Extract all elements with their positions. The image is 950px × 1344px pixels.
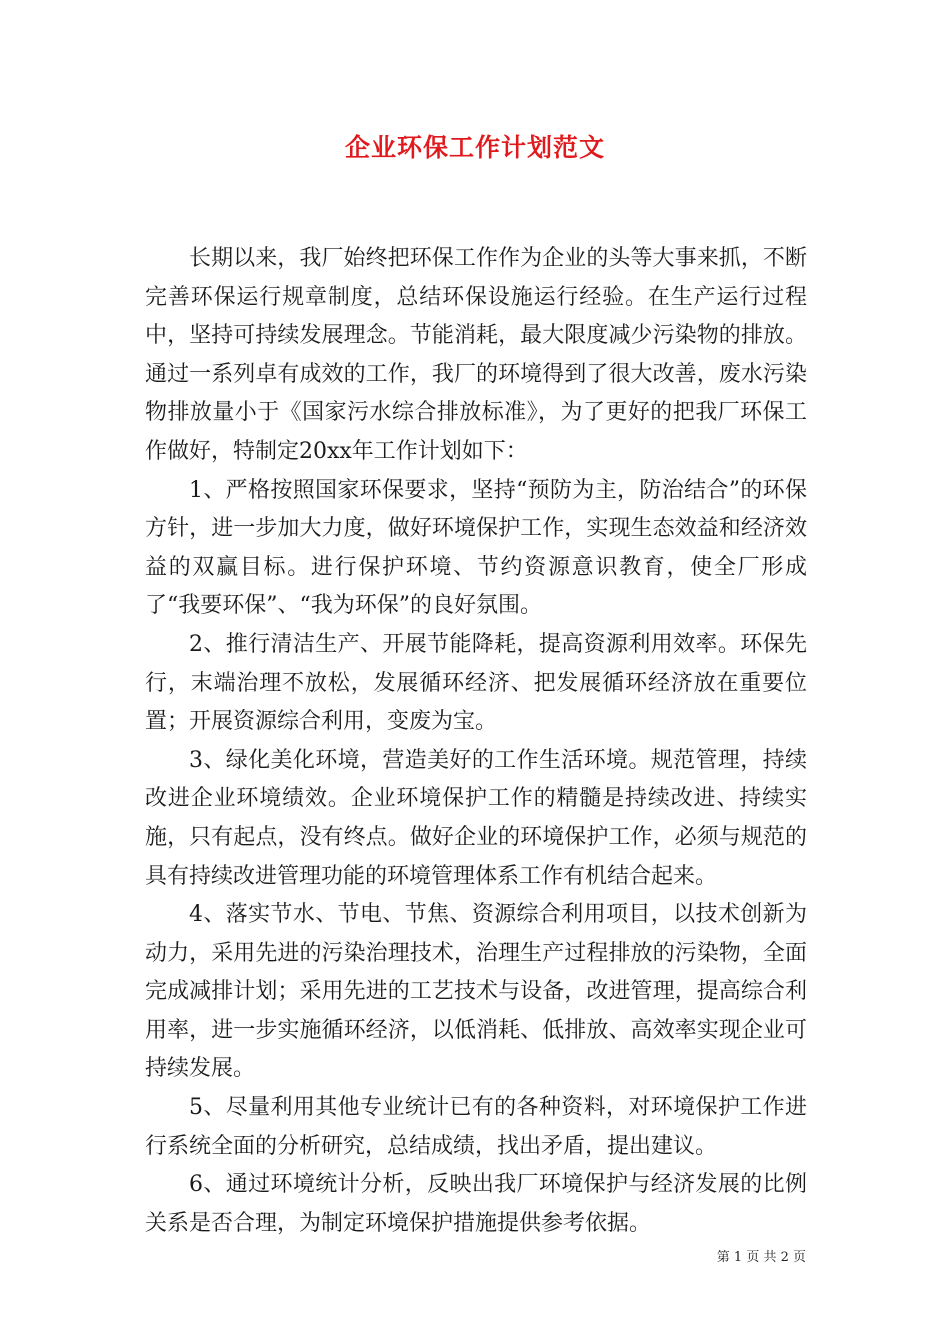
- paragraph-item-6: 6、通过环境统计分析，反映出我厂环境保护与经济发展的比例关系是否合理，为制定环境保护措施提供参考依据。: [145, 1172, 807, 1236]
- paragraph-item-3: 3、绿化美化环境，营造美好的工作生活环境。规范管理，持续改进企业环境绩效。企业环境保护工作的精髓是持续改进、持续实施，只有起点，没有终点。做好企业的环境保护工作，必须与规范的具有持续改进管理功能的环境管理体系工作有机结合起来。: [145, 747, 807, 889]
- document-title: 企业环保工作计划范文: [344, 133, 605, 162]
- paragraph-item-1: 1、严格按照国家环保要求，坚持“预防为主，防治结合”的环保方针，进一步加大力度，做好环境保护工作，实现生态效益和经济效益的双赢目标。进行保护环境、节约资源意识教育，使全厂形成了“我要环保”、“我为环保”的良好氛围。: [145, 477, 807, 619]
- paragraph-item-5: 5、尽量利用其他专业统计已有的各种资料，对环境保护工作进行系统全面的分析研究，总结成绩，找出矛盾，提出建议。: [145, 1095, 807, 1159]
- page-number-footer: 第 1 页 共 2 页: [716, 1250, 806, 1265]
- paragraph-item-4: 4、落实节水、节电、节焦、资源综合利用项目，以技术创新为动力，采用先进的污染治理技术，治理生产过程排放的污染物，全面完成减排计划；采用先进的工艺技术与设备，改进管理，提高综合利用率，进一步实施循环经济，以低消耗、低排放、高效率实现企业可持续发展。: [145, 902, 807, 1082]
- paragraph-intro: 长期以来，我厂始终把环保工作作为企业的头等大事来抓，不断完善环保运行规章制度，总结环保设施运行经验。在生产运行过程中，坚持可持续发展理念。节能消耗，最大限度减少污染物的排放。通过一系列卓有成效的工作，我厂的环境得到了很大改善，废水污染物排放量小于《国家污水综合排放标准》，为了更好的把我厂环保工作做好，特制定20xx年工作计划如下：: [145, 246, 807, 464]
- paragraph-item-2: 2、推行清洁生产、开展节能降耗，提高资源利用效率。环保先行，末端治理不放松，发展循环经济、把发展循环经济放在重要位置；开展资源综合利用，变废为宝。: [145, 631, 807, 735]
- document-body: [145, 240, 807, 1243]
